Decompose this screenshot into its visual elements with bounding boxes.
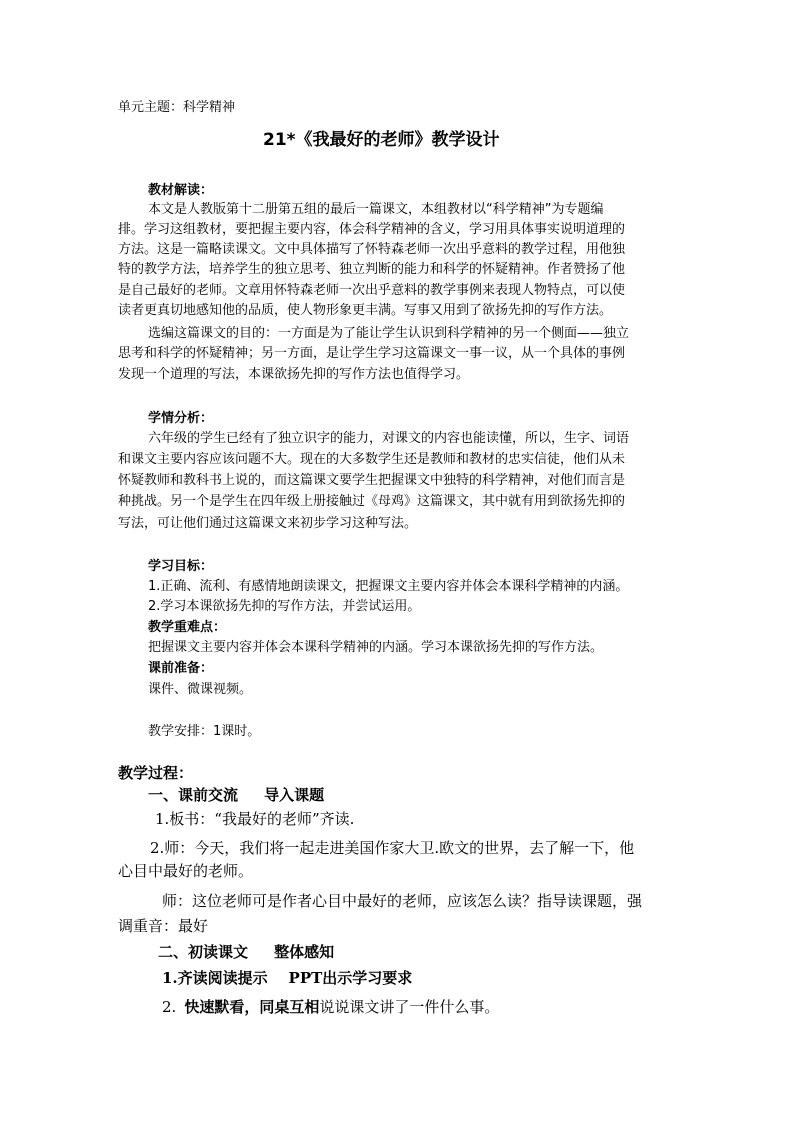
item-bold-text: 快速默看，同桌互相 [184,998,320,1016]
page-title: 21*《我最好的老师》教学设计 [263,130,500,150]
xueqing-line: 种挑战。另一个是学生在四年级上册接触过《母鸡》这篇课文，其中就有用到欲扬先抑的 [118,494,626,509]
item-number: 2. [162,998,177,1016]
jiaocai-line: 选编这篇课文的目的：一方面是为了能让学生认识到科学精神的另一个侧面——独立 [148,326,630,341]
jiaocai-line: 本文是人教版第十二册第五组的最后一篇课文，本组教材以“科学精神”为专题编 [148,202,604,217]
part1-line: 1.板书：“我最好的老师”齐读. [155,810,355,828]
jiaocai-line: 是自己最好的老师。文章用怀特森老师一次出乎意料的教学事例来表现人物特点，可以使 [118,283,626,298]
part2-item-2 [162,996,499,1018]
jiaocai-line: 排。学习这组教材，要把握主要内容，体会科学精神的含义，学习用具体事实说明道理的 [118,222,626,237]
heading-mubiao: 学习目标： [148,559,214,574]
jiaocai-line: 思考和科学的怀疑精神；另一方面，是让学生学习这篇课文一事一议，从一个具体的事例 [118,346,626,361]
part2-heading: 二、初读课文 整体感知 [158,943,335,961]
item-rest-text: 说说课文讲了一件什么事。 [319,998,500,1016]
heading-xueqing: 学情分析： [148,411,214,426]
jiaocai-line: 发现一个道理的写法，本课欲扬先抑的写作方法也值得学习。 [118,367,470,382]
jiaocai-line: 方法。这是一篇略读课文。文中具体描写了怀特森老师一次出乎意料的教学过程，用他独 [118,242,626,257]
part1-line: 2.师：今天，我们将一起走进美国作家大卫.欧文的世界，去了解一下，他 [150,839,635,857]
zhongnan-line: 把握课文主要内容并体会本课科学精神的内涵。学习本课欲扬先抑的写作方法。 [148,640,604,655]
xueqing-line: 怀疑教师和教科书上说的，而这篇课文要学生把握课文中独特的科学精神，对他们而言是 [118,473,626,488]
unit-theme: 单元主题：科学精神 [118,100,236,115]
mubiao-line: 2.学习本课欲扬先抑的写作方法，并尝试运用。 [148,599,421,614]
part1-heading: 一、课前交流 导入课题 [148,786,325,804]
heading-zhongnan: 教学重难点： [148,620,227,635]
jiaocai-line: 读者更真切地感知他的品质，使人物形象更丰满。写事又用到了欲扬先抑的写作方法。 [118,303,613,318]
zhunbei-line: 课件、微课视频。 [148,682,253,697]
xueqing-line: 写法，可让他们通过这篇课文来初步学习这种写法。 [118,516,418,531]
anpai-line: 教学安排：1课时。 [148,724,261,739]
heading-guocheng: 教学过程： [118,764,194,782]
part1-line: 心目中最好的老师。 [118,862,254,880]
heading-jiaocai: 教材解读： [148,183,214,198]
xueqing-line: 和课文主要内容应该问题不大。现在的大多数学生还是教师和教材的忠实信徒，他们从未 [118,452,626,467]
xueqing-line: 六年级的学生已经有了独立识字的能力，对课文的内容也能读懂，所以，生字、词语 [148,431,630,446]
part1-line: 师：这位老师可是作者心目中最好的老师，应该怎么读？指导读课题，强 [162,892,643,910]
part2-item-1: 1.齐读阅读提示 PPT出示学习要求 [162,969,413,987]
part1-line: 调重音：最好 [118,917,209,935]
heading-zhunbei: 课前准备： [148,661,214,676]
jiaocai-line: 特的教学方法，培养学生的独立思考、独立判断的能力和科学的怀疑精神。作者赞扬了他 [118,262,626,277]
mubiao-line: 1.正确、流利、有感情地朗读课文，把握课文主要内容并体会本课科学精神的内涵。 [148,579,629,594]
